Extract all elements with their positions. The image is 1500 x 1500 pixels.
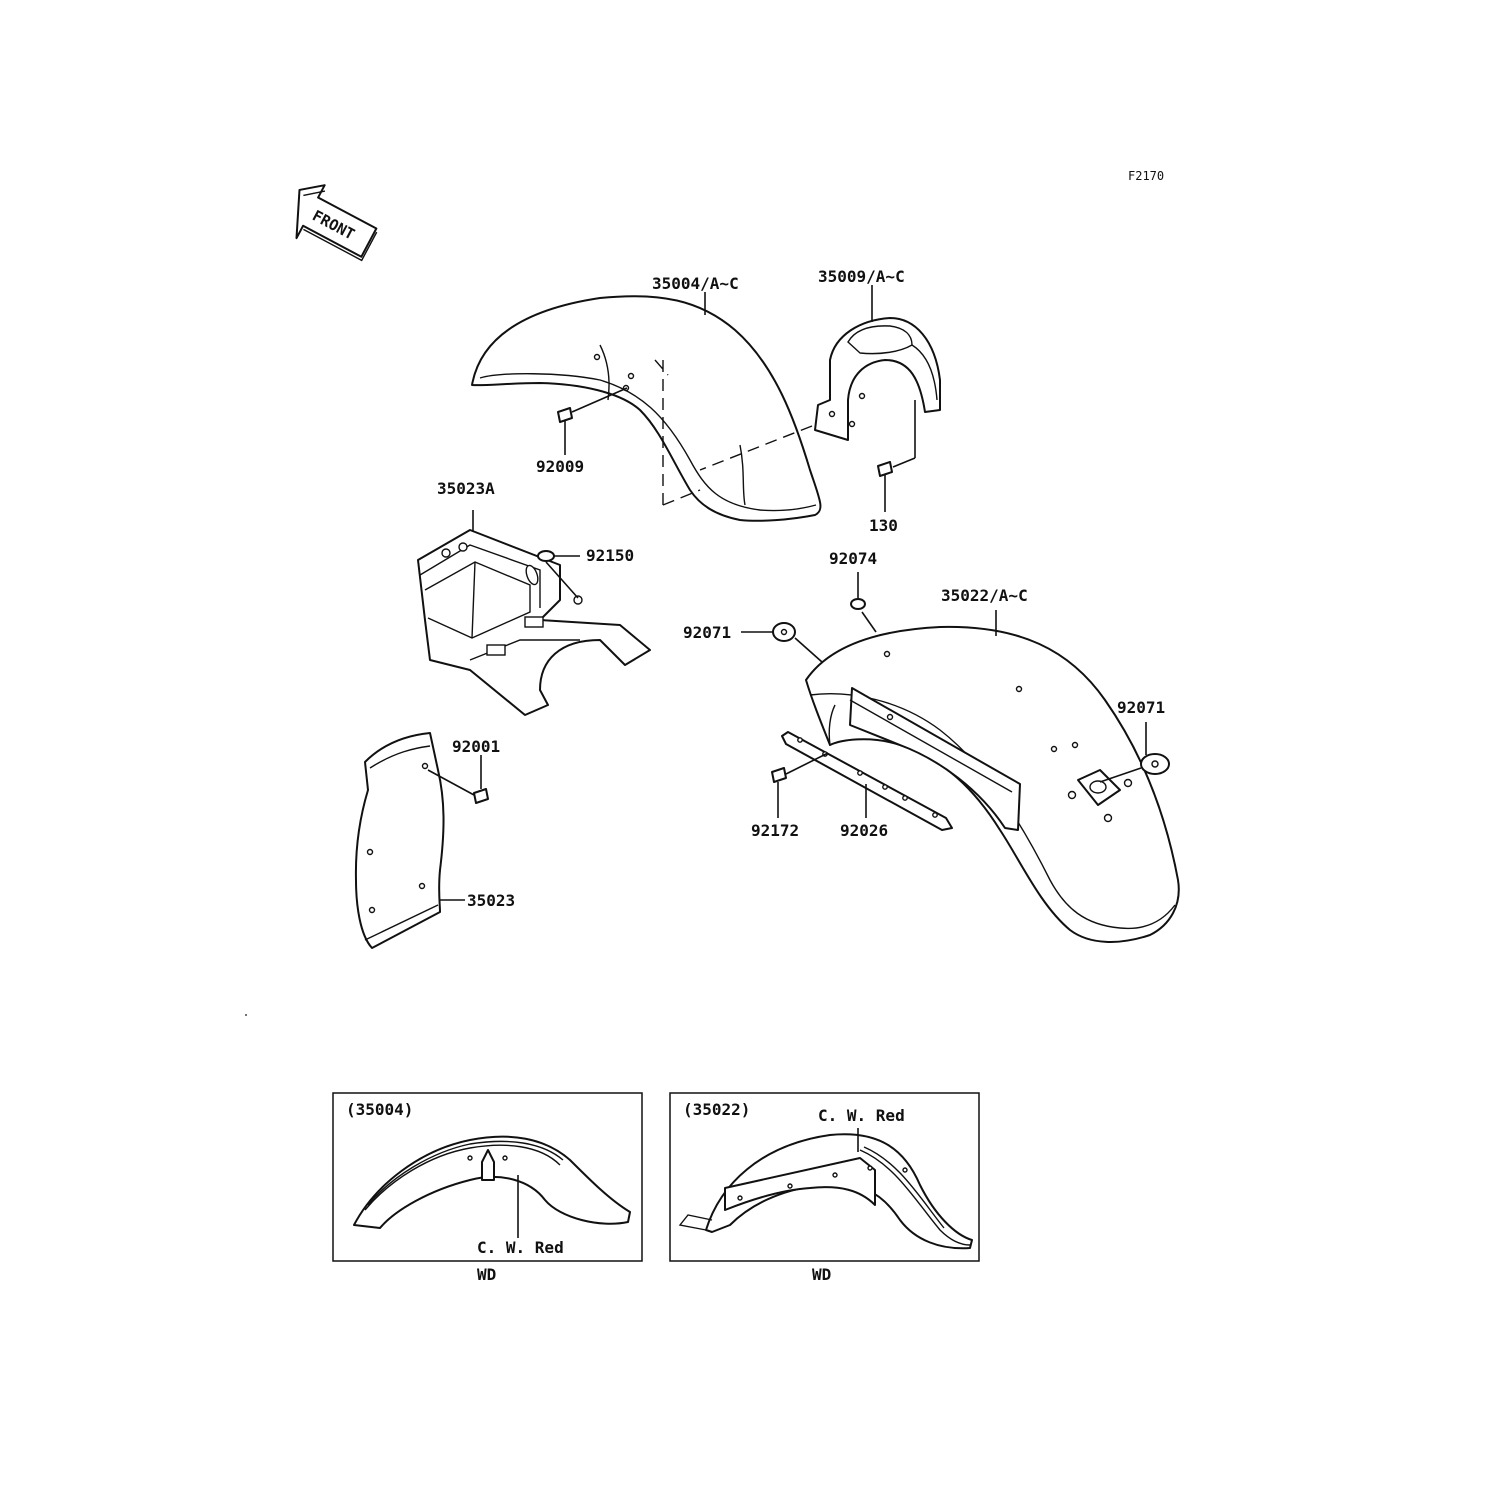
inset-rear-caption: WD [812, 1265, 832, 1284]
inset-front-color-note: C. W. Red [477, 1238, 564, 1257]
callout-92001: 92001 [452, 737, 501, 756]
callout-35023A: 35023A [437, 479, 495, 498]
bolt-130 [878, 462, 892, 512]
grommet-92074 [851, 572, 876, 632]
cover-35009 [815, 318, 940, 467]
callout-92009: 92009 [536, 457, 585, 476]
inset-front-title: (35004) [346, 1100, 414, 1119]
callout-35009: 35009/A~C [818, 267, 905, 286]
inset-rear-color-note: C. W. Red [818, 1106, 905, 1125]
callout-92071-left: 92071 [683, 623, 732, 642]
inset-rear-title: (35022) [683, 1100, 751, 1119]
callout-35004: 35004/A~C [652, 274, 739, 293]
inset-front-fender [333, 1093, 642, 1284]
inset-rear-fender [670, 1093, 979, 1284]
callout-92150: 92150 [586, 546, 635, 565]
inner-fender-35023 [356, 733, 465, 948]
front-arrow-icon [279, 176, 385, 270]
callout-130: 130 [869, 516, 898, 535]
callout-92172: 92172 [751, 821, 800, 840]
figure-code: F2170 [1128, 169, 1165, 183]
callout-35022: 35022/A~C [941, 586, 1028, 605]
battery-case-35023A [418, 510, 650, 715]
front-fender-35004 [472, 296, 820, 521]
callout-92026: 92026 [840, 821, 889, 840]
washer-92071-left [741, 623, 822, 662]
callout-92071-right: 92071 [1117, 698, 1166, 717]
inset-front-caption: WD [477, 1265, 497, 1284]
bolt-92009 [558, 388, 627, 455]
front-arrow-label: FRONT [309, 206, 358, 244]
callout-92074: 92074 [829, 549, 878, 568]
callout-35023: 35023 [467, 891, 516, 910]
